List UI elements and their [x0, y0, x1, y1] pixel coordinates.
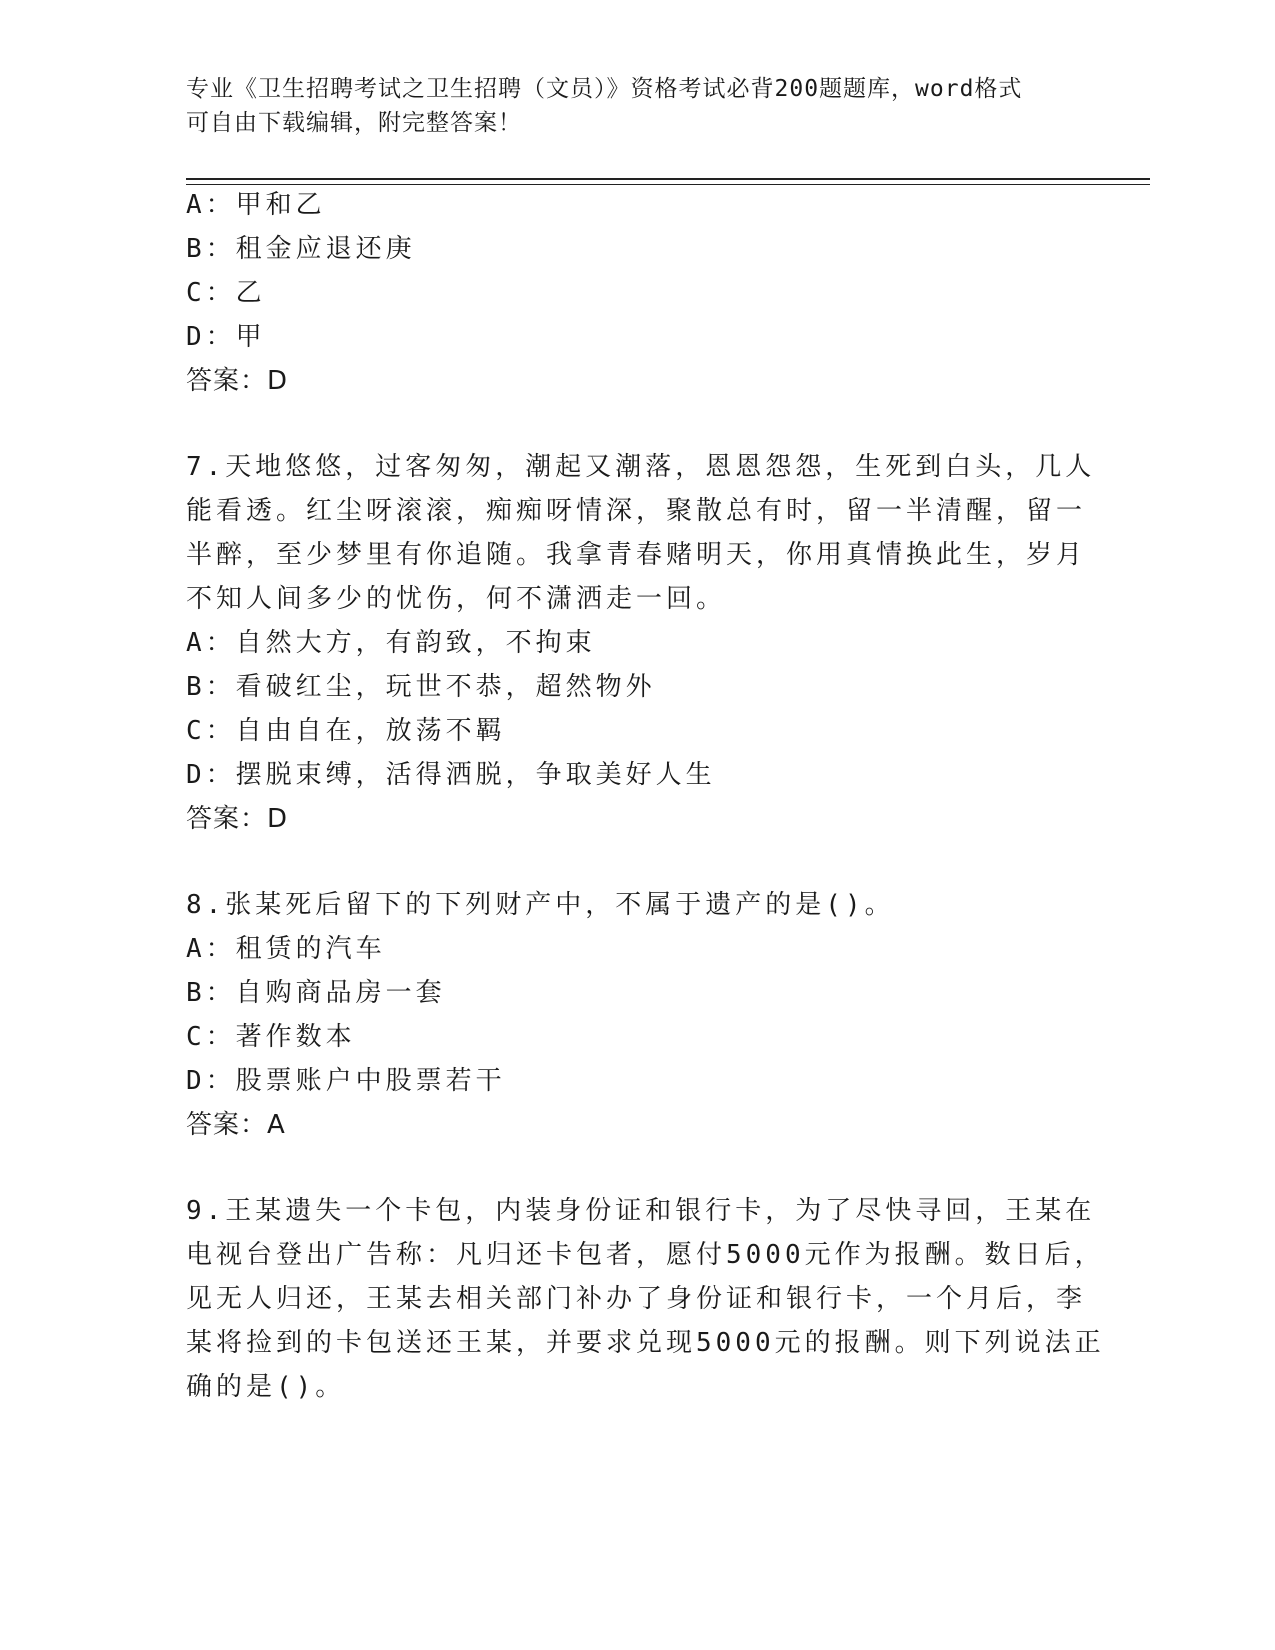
q9-text-line-5: 确的是()。: [186, 1372, 346, 1402]
q7-option-a: A：自然大方，有韵致，不拘束: [186, 628, 596, 658]
q6-option-b: B：租金应退还庚: [186, 234, 416, 264]
q7-text-line-3: 半醉，至少梦里有你追随。我拿青春赌明天，你用真情换此生，岁月: [186, 540, 1087, 570]
q7-text-line-2: 能看透。红尘呀滚滚，痴痴呀情深，聚散总有时，留一半清醒，留一: [186, 496, 1087, 526]
q8-text-line-1: 8.张某死后留下的下列财产中，不属于遗产的是()。: [186, 890, 895, 920]
q9-text-line-2: 电视台登出广告称：凡归还卡包者，愿付5000元作为报酬。数日后，: [186, 1240, 1105, 1270]
q9-text-line-1: 9.王某遗失一个卡包，内装身份证和银行卡，为了尽快寻回，王某在: [186, 1196, 1096, 1226]
q6-option-d: D：甲: [186, 322, 266, 352]
q7-option-c: C：自由自在，放荡不羁: [186, 716, 506, 746]
q6-option-a: A：甲和乙: [186, 190, 326, 220]
q7-text-line-1: 7.天地悠悠，过客匆匆，潮起又潮落，恩恩怨怨，生死到白头，几人: [186, 452, 1096, 482]
document-header: [186, 72, 1066, 140]
q8-answer: 答案：A: [186, 1110, 286, 1140]
q8-option-c: C：著作数本: [186, 1022, 356, 1052]
header-rule-thick: [186, 178, 1150, 180]
q7-answer: 答案：D: [186, 804, 289, 834]
q8-option-b: B：自购商品房一套: [186, 978, 446, 1008]
q9-text-line-4: 某将捡到的卡包送还王某，并要求兑现5000元的报酬。则下列说法正: [186, 1328, 1105, 1358]
q7-option-d: D：摆脱束缚，活得洒脱，争取美好人生: [186, 760, 716, 790]
q6-option-c: C：乙: [186, 278, 266, 308]
header-line-2: 可自由下载编辑，附完整答案！: [186, 110, 522, 136]
q8-option-d: D：股票账户中股票若干: [186, 1066, 506, 1096]
q8-option-a: A：租赁的汽车: [186, 934, 386, 964]
q7-text-line-4: 不知人间多少的忧伤，何不潇洒走一回。: [186, 584, 727, 614]
q7-option-b: B：看破红尘，玩世不恭，超然物外: [186, 672, 656, 702]
q6-answer: 答案：D: [186, 366, 289, 396]
header-line-1: 专业《卫生招聘考试之卫生招聘（文员）》资格考试必背200题题库，word格式: [186, 76, 1023, 102]
q9-text-line-3: 见无人归还，王某去相关部门补办了身份证和银行卡，一个月后，李: [186, 1284, 1087, 1314]
header-rule-thin: [186, 184, 1150, 185]
